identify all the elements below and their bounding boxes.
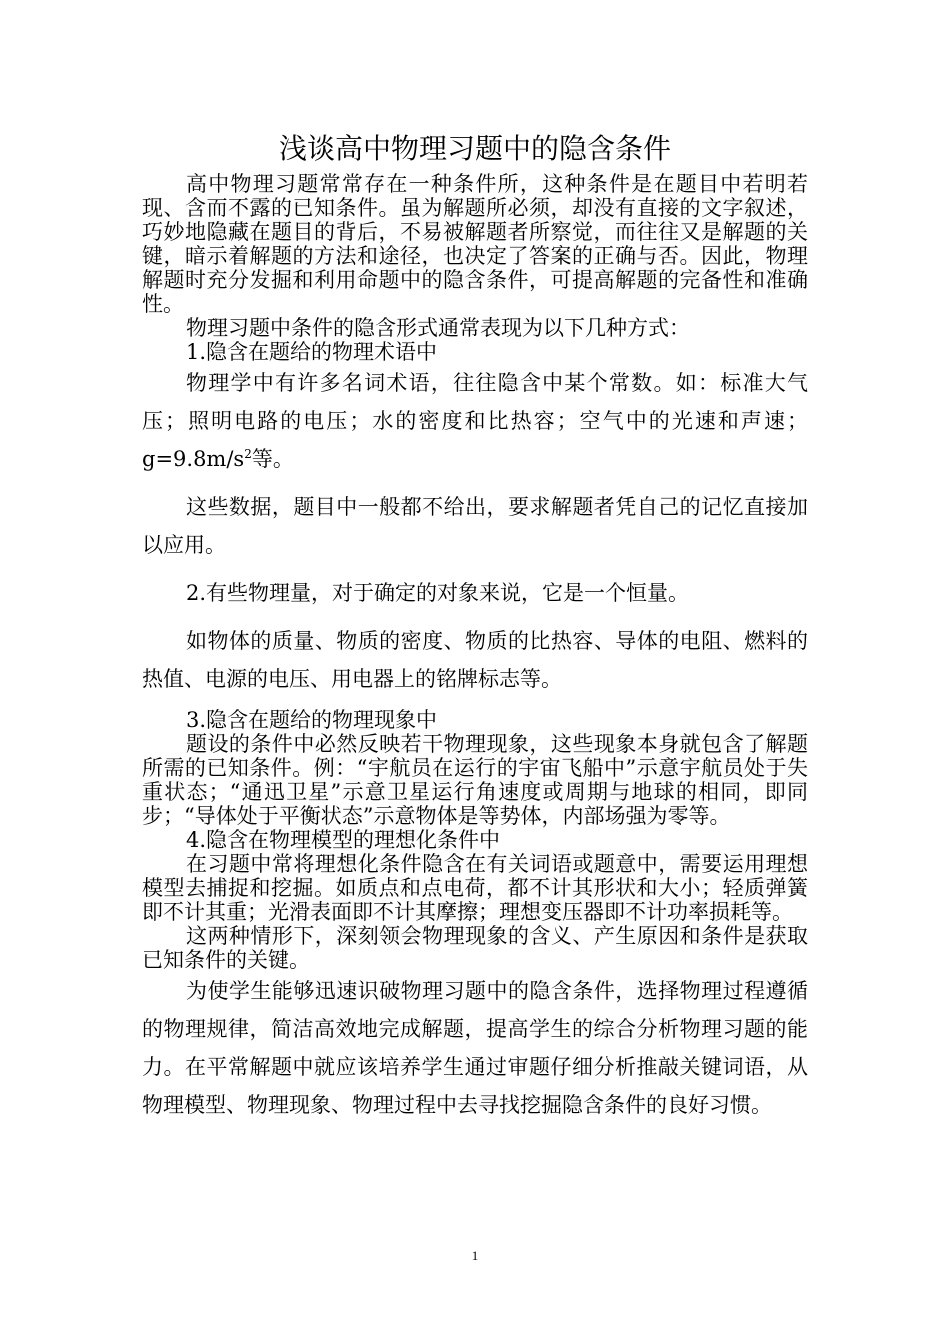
page-number: 1 <box>471 1248 479 1263</box>
summary-paragraph: 这两种情形下，深刻领会物理现象的含义、产生原因和条件是获取已知条件的关键。 <box>142 924 808 972</box>
document-title: 浅谈高中物理习题中的隐含条件 <box>278 132 671 165</box>
section-4-paragraph: 在习题中常将理想化条件隐含在有关词语或题意中，需要运用理想模型去捕捉和挖掘。如质点和点电荷，都不计其形状和大小；轻质弹簧即不计其重；光滑表面即不计其摩擦；理想变压器即不计功率损耗等。 <box>142 852 808 924</box>
section-4-heading: 4.隐含在物理模型的理想化条件中 <box>186 828 501 852</box>
section-1-paragraph-2: 这些数据，题目中一般都不给出，要求解题者凭自己的记忆直接加以应用。 <box>142 495 808 557</box>
section-3-heading: 3.隐含在题给的物理现象中 <box>186 708 438 732</box>
forms-intro-paragraph: 物理习题中条件的隐含形式通常表现为以下几种方式： <box>186 316 690 340</box>
section-2-heading: 2.有些物理量，对于确定的对象来说，它是一个恒量。 <box>186 581 690 605</box>
conclusion-paragraph: 为使学生能够迅速识破物理习题中的隐含条件，选择物理过程遵循的物理规律，简洁高效地完成解题，提高学生的综合分析物理习题的能力。在平常解题中就应该培养学生通过审题仔细分析推敲关键词语，从物理模型、物理现象、物理过程中去寻找挖掘隐含条件的良好习惯。 <box>142 979 808 1117</box>
section-1-paragraph <box>142 364 808 478</box>
section-1-tail: 等。 <box>251 447 294 471</box>
section-2-paragraph: 如物体的质量、物质的密度、物质的比热容、导体的电阻、燃料的热值、电源的电压、用电器上的铭牌标志等。 <box>142 629 808 691</box>
superscript-exponent: 2 <box>244 447 252 461</box>
intro-paragraph: 高中物理习题常常存在一种条件所，这种条件是在题目中若明若现、含而不露的已知条件。虽为解题所必须，却没有直接的文字叙述，巧妙地隐藏在题目的背后，不易被解题者所察觉，而往往又是解题的关键，暗示着解题的方法和途径，也决定了答案的正确与否。因此，物理解题时充分发掘和利用命题中的隐含条件，可提高解题的完备性和准确性。 <box>142 172 808 316</box>
section-1-text: 物理学中有许多名词术语，往往隐含中某个常数。如：标准大气压；照明电路的电压；水的密度和比热容；空气中的光速和声速；g=9.8m/s <box>142 371 808 471</box>
document-page <box>142 132 808 1124</box>
section-3-paragraph: 题设的条件中必然反映若干物理现象，这些现象本身就包含了解题所需的已知条件。例：“宇航员在运行的宇宙飞船中”示意宇航员处于失重状态；“通迅卫星”示意卫星运行角速度或周期与地球的相同，即同步；“导体处于平衡状态”示意物体是等势体，内部场强为零等。 <box>142 732 808 828</box>
section-1-heading: 1.隐含在题给的物理术语中 <box>186 340 438 364</box>
